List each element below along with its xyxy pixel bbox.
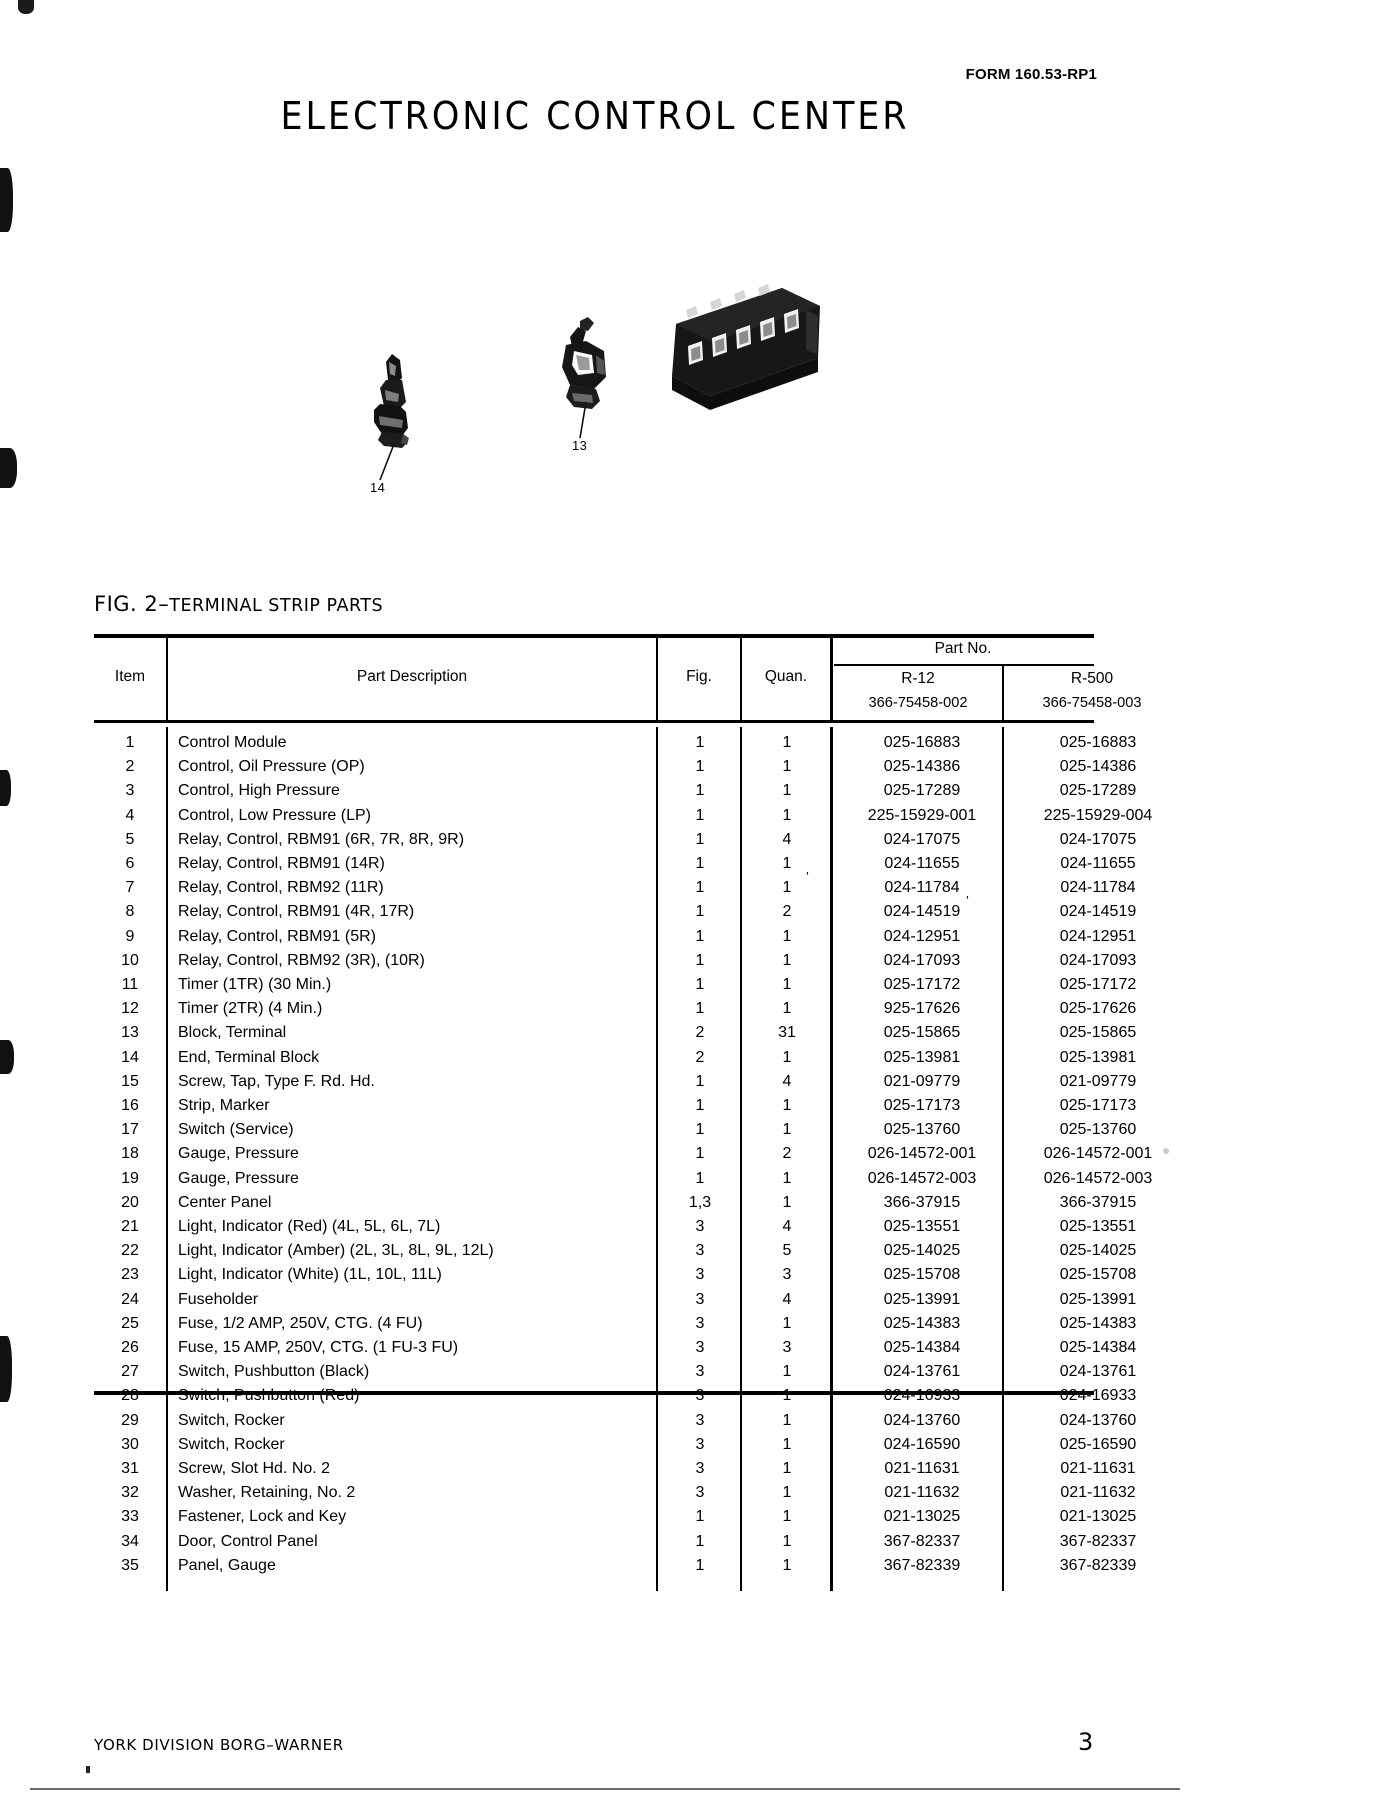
cell-fig: 1 (695, 951, 705, 969)
cell-part-no-r12: 025-17173 (883, 1097, 961, 1114)
table-row[interactable] (94, 900, 1137, 924)
cell-fig: 3 (695, 1411, 705, 1429)
cell-quan: 1 (782, 1387, 792, 1405)
cell-part-no-r500: 025-16883 (1059, 734, 1137, 751)
cell-part-no-r12: 024-14519 (883, 903, 961, 921)
cell-part-no-r500: 025-17626 (1059, 1000, 1137, 1018)
cell-quan: 1 (782, 976, 792, 993)
parts-table (94, 634, 1153, 1574)
cell-part-no-r500: 025-15708 (1059, 1266, 1137, 1284)
table-row[interactable] (94, 1360, 1137, 1384)
cell-part-no-r500: 021-09779 (1059, 1072, 1137, 1090)
cell-quan: 1 (782, 855, 792, 872)
cell-part-no-r500: 024-13760 (1059, 1411, 1137, 1429)
scan-bottom-rule (30, 1788, 1180, 1790)
cell-fig: 1 (695, 1121, 705, 1139)
cell-quan: 1 (782, 927, 792, 945)
table-row[interactable] (94, 876, 1136, 900)
cell-part-no-r500: 025-14386 (1059, 758, 1137, 776)
table-row[interactable] (94, 1046, 1137, 1070)
cell-part-no-r500: 025-17172 (1059, 976, 1137, 993)
cell-part-no-r12: 021-11631 (884, 1460, 960, 1477)
cell-description: Control, Oil Pressure (OP) (178, 758, 365, 776)
table-row[interactable] (94, 925, 1137, 949)
cell-fig: 3 (695, 1242, 705, 1260)
cell-quan: 2 (782, 1145, 792, 1163)
cell-part-no-r500: 021-11632 (1060, 1484, 1136, 1502)
cell-description: Switch (Service) (178, 1121, 294, 1139)
cell-part-no-r12: 025-16883 (883, 734, 961, 751)
cell-fig: 3 (695, 1314, 705, 1332)
table-row[interactable] (94, 1530, 1137, 1554)
cell-part-no-r500: 025-16590 (1059, 1435, 1137, 1453)
cell-quan: 1 (782, 1193, 792, 1211)
cell-description: Relay, Control, RBM91 (6R, 7R, 8R, 9R) (178, 830, 465, 848)
cell-description: Control Module (178, 734, 287, 751)
cell-description: Screw, Tap, Type F. Rd. Hd. (178, 1072, 375, 1090)
cell-part-no-r12: 024-16590 (883, 1435, 961, 1453)
cell-quan: 4 (782, 1218, 792, 1235)
cell-part-no-r12: 024-12951 (883, 927, 961, 945)
table-row[interactable] (94, 804, 1153, 828)
cell-item: 22 (121, 1242, 139, 1260)
form-number: FORM 160.53-RP1 (965, 66, 1097, 83)
cell-fig: 1 (695, 903, 705, 921)
cell-description: Light, Indicator (White) (1L, 10L, 11L) (178, 1266, 442, 1284)
cell-part-no-r500: 025-14383 (1059, 1314, 1137, 1332)
cell-item: 28 (121, 1387, 139, 1405)
cell-part-no-r12: 025-13551 (883, 1218, 961, 1235)
header-fig: Fig. (686, 668, 712, 685)
cell-part-no-r12: 024-11655 (884, 855, 960, 872)
cell-item: 10 (121, 951, 139, 969)
cell-item: 24 (121, 1290, 139, 1308)
cell-description: Gauge, Pressure (178, 1145, 299, 1163)
cell-fig: 1 (695, 830, 705, 848)
header-part-no-r500-number: 366-75458-003 (1042, 695, 1142, 711)
cell-part-no-r12: 367-82337 (883, 1532, 961, 1550)
cell-quan: 1 (782, 1508, 792, 1526)
cell-item: 11 (121, 976, 139, 993)
cell-part-no-r500: 225-15929-004 (1043, 806, 1153, 824)
scan-tick-row-12: ’ (966, 893, 969, 908)
cell-item: 35 (121, 1556, 139, 1574)
cell-description: Relay, Control, RBM91 (4R, 17R) (178, 903, 415, 921)
cell-part-no-r500: 025-13991 (1059, 1290, 1137, 1308)
cell-item: 5 (125, 830, 135, 848)
table-row[interactable] (94, 949, 1137, 973)
cell-quan: 1 (782, 1000, 792, 1018)
table-row[interactable] (94, 1409, 1137, 1433)
cell-description: Block, Terminal (178, 1024, 287, 1042)
cell-description: Washer, Retaining, No. 2 (178, 1484, 356, 1502)
table-row[interactable] (94, 755, 1137, 779)
table-row[interactable] (94, 1336, 1137, 1360)
cell-quan: 4 (782, 1072, 792, 1090)
table-row[interactable] (94, 779, 1137, 803)
cell-fig: 1 (695, 734, 705, 751)
cell-part-no-r500: 024-17093 (1059, 951, 1137, 969)
cell-quan: 1 (782, 1556, 792, 1574)
cell-part-no-r500: 024-13761 (1059, 1363, 1137, 1381)
cell-part-no-r500: 024-17075 (1059, 830, 1137, 848)
figure-caption (94, 592, 383, 616)
cell-part-no-r12: 024-11784 (884, 879, 960, 897)
header-quan: Quan. (764, 668, 808, 685)
cell-part-no-r12: 024-13761 (883, 1363, 961, 1381)
table-row[interactable] (94, 1094, 1137, 1118)
cell-description: Switch, Pushbutton (Black) (178, 1363, 370, 1381)
cell-part-no-r500: 025-17173 (1059, 1097, 1137, 1114)
cell-part-no-r500: 025-14025 (1059, 1242, 1137, 1260)
scan-bottom-dot (86, 1766, 90, 1773)
cell-quan: 3 (782, 1266, 792, 1284)
cell-part-no-r12: 021-13025 (883, 1508, 961, 1526)
divider-partno-columns (1002, 664, 1004, 720)
cell-description: Fuse, 15 AMP, 250V, CTG. (1 FU-3 FU) (178, 1339, 459, 1356)
cell-quan: 1 (782, 879, 792, 897)
cell-part-no-r500: 366-37915 (1059, 1193, 1137, 1211)
footer-company: YORK DIVISION BORG–WARNER (94, 1736, 344, 1754)
table-row[interactable] (94, 731, 1137, 755)
cell-part-no-r12: 025-15708 (883, 1266, 961, 1284)
cell-part-no-r12: 025-17289 (883, 782, 961, 800)
cell-part-no-r12: 024-13760 (883, 1411, 961, 1429)
cell-part-no-r12: 021-11632 (884, 1484, 960, 1502)
cell-item: 14 (121, 1048, 139, 1066)
cell-item: 34 (121, 1532, 139, 1550)
cell-quan: 3 (782, 1339, 792, 1356)
cell-part-no-r12: 367-82339 (883, 1556, 961, 1574)
callout-label-14: 14 (370, 480, 386, 495)
cell-item: 26 (121, 1339, 139, 1356)
cell-description: Relay, Control, RBM91 (5R) (178, 927, 376, 945)
cell-part-no-r500: 025-17289 (1059, 782, 1137, 800)
cell-part-no-r12: 024-17093 (883, 951, 961, 969)
table-body (94, 723, 1153, 1574)
cell-quan: 1 (782, 1435, 792, 1453)
cell-item: 1 (125, 734, 135, 751)
cell-fig: 1 (695, 976, 705, 993)
header-part-no-r12-model: R-12 (901, 670, 935, 687)
table-header (94, 638, 1142, 720)
cell-item: 20 (121, 1193, 139, 1211)
cell-item: 16 (121, 1097, 139, 1114)
cell-quan: 1 (782, 758, 792, 776)
page-title: ELECTRONIC CONTROL CENTER (280, 94, 910, 138)
scan-artifact-4 (0, 1040, 14, 1074)
cell-part-no-r500: 367-82337 (1059, 1532, 1137, 1550)
table-row[interactable] (94, 1239, 1137, 1263)
scan-artifact-3 (0, 770, 11, 806)
table-row[interactable] (94, 1263, 1137, 1287)
cell-part-no-r12: 026-14572-001 (867, 1145, 977, 1163)
callout-leader-14 (360, 440, 410, 484)
cell-part-no-r12: 025-13991 (883, 1290, 961, 1308)
cell-part-no-r500: 021-11631 (1060, 1460, 1136, 1477)
cell-fig: 1 (695, 855, 705, 872)
table-row[interactable] (94, 1070, 1137, 1094)
cell-quan: 5 (782, 1242, 792, 1260)
cell-fig: 1 (695, 806, 705, 824)
table-row[interactable] (94, 1554, 1137, 1578)
header-item: Item (114, 668, 146, 685)
cell-item: 21 (121, 1218, 139, 1235)
table-row[interactable] (94, 1433, 1137, 1457)
table-row[interactable] (94, 1457, 1136, 1481)
cell-item: 27 (121, 1363, 139, 1381)
cell-part-no-r500: 026-14572-001 (1043, 1145, 1153, 1163)
cell-part-no-r12: 021-09779 (883, 1072, 961, 1090)
cell-fig: 3 (695, 1290, 705, 1308)
cell-fig: 1 (695, 1097, 705, 1114)
cell-quan: 1 (782, 1460, 792, 1477)
cell-description: Relay, Control, RBM92 (11R) (178, 879, 384, 897)
table-row[interactable] (94, 1142, 1153, 1166)
cell-quan: 1 (782, 1121, 792, 1139)
cell-part-no-r12: 225-15929-001 (867, 806, 977, 824)
cell-item: 32 (121, 1484, 139, 1502)
cell-description: Switch, Rocker (178, 1411, 285, 1429)
cell-item: 29 (121, 1411, 139, 1429)
cell-item: 17 (121, 1121, 139, 1139)
callout-leader-13 (566, 400, 606, 442)
cell-fig: 1,3 (688, 1193, 712, 1211)
table-row[interactable] (94, 973, 1137, 997)
cell-item: 18 (121, 1145, 139, 1163)
table-row[interactable] (94, 828, 1137, 852)
cell-part-no-r500: 025-13551 (1059, 1218, 1137, 1235)
cell-fig: 1 (695, 879, 705, 897)
cell-quan: 4 (782, 830, 792, 848)
cell-part-no-r500: 025-13981 (1059, 1048, 1137, 1066)
cell-part-no-r500: 025-15865 (1059, 1024, 1137, 1042)
cell-part-no-r12: 025-14383 (883, 1314, 961, 1332)
cell-part-no-r12: 025-14025 (883, 1242, 961, 1260)
cell-item: 19 (121, 1169, 139, 1187)
table-row[interactable] (94, 852, 1136, 876)
cell-fig: 1 (695, 1508, 705, 1526)
figure-caption-prefix: FIG. 2 (94, 592, 159, 616)
table-row[interactable] (94, 1021, 1137, 1045)
cell-description: Fuseholder (178, 1290, 259, 1308)
cell-item: 2 (125, 758, 135, 776)
cell-part-no-r500: 024-14519 (1059, 903, 1137, 921)
table-row[interactable] (94, 1481, 1136, 1505)
cell-description: Door, Control Panel (178, 1532, 318, 1550)
cell-item: 30 (121, 1435, 139, 1453)
cell-part-no-r500: 025-14384 (1059, 1339, 1137, 1356)
cell-description: Control, Low Pressure (LP) (178, 806, 371, 824)
cell-part-no-r500: 021-13025 (1059, 1508, 1137, 1526)
cell-part-no-r12: 925-17626 (883, 1000, 961, 1018)
header-part-no-r12-number: 366-75458-002 (868, 695, 968, 711)
cell-part-no-r12: 025-14386 (883, 758, 961, 776)
cell-description: Relay, Control, RBM92 (3R), (10R) (178, 951, 425, 969)
cell-description: End, Terminal Block (178, 1048, 320, 1066)
cell-item: 8 (125, 903, 135, 921)
cell-part-no-r12: 024-17075 (883, 830, 961, 848)
cell-description: Fuse, 1/2 AMP, 250V, CTG. (4 FU) (178, 1314, 423, 1332)
illustration-part-terminal-strip (662, 280, 832, 410)
cell-fig: 1 (695, 782, 705, 800)
footer-page-number: 3 (1078, 1728, 1094, 1756)
cell-fig: 1 (695, 1169, 705, 1187)
header-description: Part Description (356, 668, 468, 685)
cell-item: 7 (125, 879, 135, 897)
cell-description: Fastener, Lock and Key (178, 1508, 347, 1526)
table-row[interactable] (94, 1505, 1137, 1529)
cell-quan: 1 (782, 1048, 792, 1066)
cell-quan: 1 (782, 1484, 792, 1502)
table-row[interactable] (94, 1288, 1137, 1312)
table-row[interactable] (94, 1384, 1137, 1408)
cell-part-no-r500: 367-82339 (1059, 1556, 1137, 1574)
header-part-no-r500-model: R-500 (1070, 670, 1114, 687)
cell-description: Strip, Marker (178, 1097, 270, 1114)
cell-quan: 1 (782, 734, 792, 751)
cell-fig: 1 (695, 927, 705, 945)
scan-smudge-right (1163, 1148, 1169, 1154)
cell-fig: 1 (695, 1532, 705, 1550)
cell-item: 31 (121, 1460, 139, 1477)
cell-fig: 3 (695, 1484, 705, 1502)
cell-description: Light, Indicator (Amber) (2L, 3L, 8L, 9L, 12L) (178, 1242, 494, 1260)
cell-quan: 1 (782, 806, 792, 824)
cell-fig: 3 (695, 1460, 705, 1477)
cell-fig: 1 (695, 1145, 705, 1163)
cell-item: 33 (121, 1508, 139, 1526)
cell-fig: 3 (695, 1339, 705, 1356)
cell-item: 15 (121, 1072, 139, 1090)
cell-description: Timer (2TR) (4 Min.) (178, 1000, 323, 1018)
cell-fig: 1 (695, 1556, 705, 1574)
cell-part-no-r12: 025-17172 (883, 976, 961, 993)
cell-part-no-r12: 366-37915 (883, 1193, 961, 1211)
cell-item: 9 (125, 927, 135, 945)
cell-fig: 1 (695, 1000, 705, 1018)
cell-description: Light, Indicator (Red) (4L, 5L, 6L, 7L) (178, 1218, 441, 1235)
cell-quan: 1 (782, 1314, 792, 1332)
table-row[interactable] (94, 1191, 1137, 1215)
cell-fig: 1 (695, 758, 705, 776)
cell-item: 13 (121, 1024, 139, 1042)
cell-description: Gauge, Pressure (178, 1169, 299, 1187)
callout-label-13: 13 (572, 438, 588, 453)
cell-description: Center Panel (178, 1193, 272, 1211)
table-row[interactable] (94, 997, 1137, 1021)
cell-part-no-r500: 024-11655 (1060, 855, 1136, 872)
cell-item: 4 (125, 806, 135, 824)
scan-artifact-top (18, 0, 34, 14)
cell-description: Control, High Pressure (178, 782, 340, 800)
cell-quan: 1 (782, 782, 792, 800)
cell-item: 25 (121, 1314, 139, 1332)
cell-quan: 1 (782, 1532, 792, 1550)
cell-quan: 1 (782, 951, 792, 969)
cell-description: Relay, Control, RBM91 (14R) (178, 855, 385, 872)
figure-caption-dash: – (158, 592, 170, 616)
table-row[interactable] (94, 1312, 1137, 1336)
cell-quan: 1 (782, 1411, 792, 1429)
table-row[interactable] (94, 1167, 1153, 1191)
scan-tick-row-11: ’ (806, 869, 809, 884)
cell-description: Panel, Gauge (178, 1556, 276, 1574)
cell-description: Switch, Pushbutton (Red) (178, 1387, 360, 1405)
cell-quan: 1 (782, 1169, 792, 1187)
cell-description: Screw, Slot Hd. No. 2 (178, 1460, 331, 1477)
cell-fig: 3 (695, 1218, 705, 1235)
cell-fig: 2 (695, 1048, 705, 1066)
cell-description: Switch, Rocker (178, 1435, 285, 1453)
figure-caption-name: TERMINAL STRIP PARTS (169, 596, 384, 616)
cell-part-no-r500: 026-14572-003 (1043, 1169, 1153, 1187)
table-row[interactable] (94, 1215, 1137, 1239)
cell-quan: 1 (782, 1363, 792, 1381)
cell-fig: 1 (695, 1072, 705, 1090)
cell-quan: 4 (782, 1290, 792, 1308)
cell-fig: 3 (695, 1387, 705, 1405)
cell-part-no-r12: 025-14384 (883, 1339, 961, 1356)
header-part-no-group: Part No. (934, 640, 992, 657)
cell-item: 3 (125, 782, 135, 800)
cell-quan: 1 (782, 1097, 792, 1114)
cell-part-no-r12: 025-13981 (883, 1048, 961, 1066)
cell-fig: 2 (695, 1024, 705, 1042)
cell-item: 12 (121, 1000, 139, 1018)
cell-item: 6 (125, 855, 135, 872)
figure-illustration (0, 150, 1190, 580)
cell-part-no-r500: 024-12951 (1059, 927, 1137, 945)
cell-part-no-r500: 024-11784 (1060, 879, 1136, 897)
partno-group-underline (834, 664, 1094, 666)
table-row[interactable] (94, 1118, 1137, 1142)
scan-artifact-5 (0, 1336, 12, 1402)
cell-quan: 31 (778, 1024, 796, 1042)
cell-fig: 3 (695, 1266, 705, 1284)
cell-part-no-r500: 024-16933 (1059, 1387, 1137, 1405)
cell-part-no-r12: 026-14572-003 (867, 1169, 977, 1187)
cell-fig: 3 (695, 1435, 705, 1453)
cell-description: Timer (1TR) (30 Min.) (178, 976, 332, 993)
cell-part-no-r12: 025-15865 (883, 1024, 961, 1042)
cell-item: 23 (121, 1266, 139, 1284)
cell-part-no-r12: 025-13760 (883, 1121, 961, 1139)
cell-fig: 3 (695, 1363, 705, 1381)
cell-quan: 2 (782, 903, 792, 921)
cell-part-no-r500: 025-13760 (1059, 1121, 1137, 1139)
cell-part-no-r12: 024-16933 (883, 1387, 961, 1405)
